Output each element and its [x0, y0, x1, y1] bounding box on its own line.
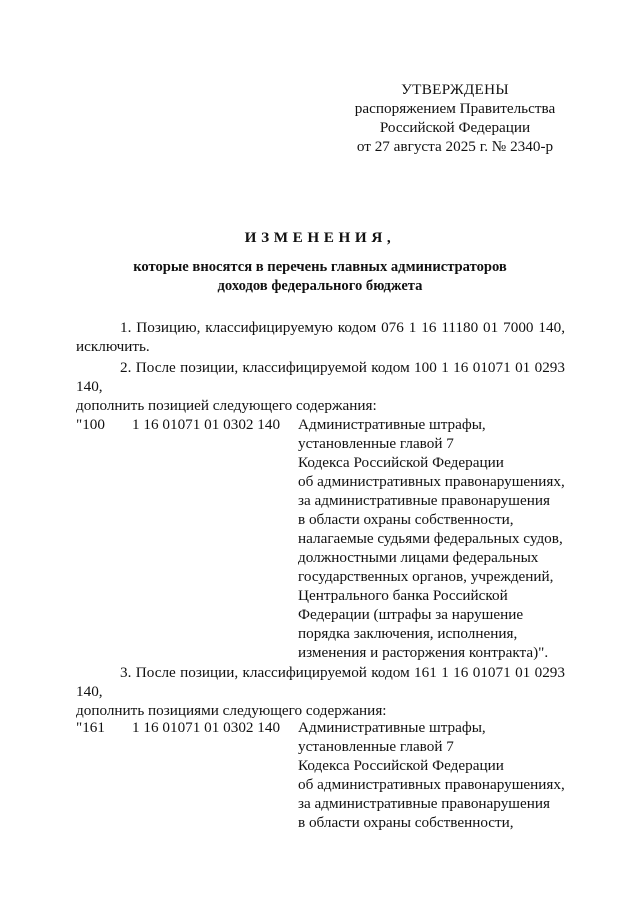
- description-line: в области охраны собственности,: [298, 814, 514, 831]
- entry-description: [298, 415, 588, 662]
- description-line: Административные штрафы,: [298, 416, 486, 433]
- description-line: Кодекса Российской Федерации: [298, 454, 504, 471]
- item-line: дополнить позициями следующего содержания:: [76, 702, 387, 719]
- title-main: ИЗМЕНЕНИЯ,: [244, 229, 396, 246]
- description-line: Федерации (штрафы за нарушение: [298, 606, 524, 623]
- title-subtitle-line: которые вносятся в перечень главных администраторов: [133, 259, 507, 275]
- approval-heading: УТВЕРЖДЕНЫ: [401, 81, 509, 98]
- description-line: об административных правонарушениях,: [298, 776, 565, 793]
- admin-code: "100: [76, 416, 105, 433]
- item-line: 2. После позиции, классифицируемой кодом 100 1 16 01071 01 0293 140,: [76, 359, 565, 395]
- title-subtitle-line: доходов федерального бюджета: [217, 278, 423, 294]
- item-line: 1. Позицию, классифицируемую кодом 076 1 16 11180 01 7000 140,: [120, 319, 565, 336]
- description-line: государственных органов, учреждений,: [298, 568, 554, 585]
- change-item-1: [76, 318, 565, 356]
- item-line: исключить.: [76, 338, 150, 355]
- kbk-code: 1 16 01071 01 0302 140: [132, 719, 281, 736]
- description-line: налагаемые судьями федеральных судов,: [298, 530, 563, 547]
- description-line: Центрального банка Российской: [298, 587, 508, 604]
- description-line: должностными лицами федеральных: [298, 549, 539, 566]
- entry-description: [298, 718, 588, 832]
- description-line: установленные главой 7: [298, 738, 454, 755]
- change-item-3: [76, 663, 565, 720]
- description-line: Кодекса Российской Федерации: [298, 757, 504, 774]
- document-title: [60, 228, 580, 296]
- description-line: установленные главой 7: [298, 435, 454, 452]
- description-line: порядка заключения, исполнения,: [298, 625, 518, 642]
- item-line: дополнить позицией следующего содержания:: [76, 397, 377, 414]
- admin-code: "161: [76, 719, 105, 736]
- approval-line: распоряжением Правительства: [354, 100, 556, 117]
- description-line: изменения и расторжения контракта)".: [298, 644, 549, 661]
- kbk-code: 1 16 01071 01 0302 140: [132, 416, 281, 433]
- description-line: об административных правонарушениях,: [298, 473, 565, 490]
- item-line: 3. После позиции, классифицируемой кодом 161 1 16 01071 01 0293 140,: [76, 664, 565, 700]
- approval-block: [345, 80, 565, 156]
- approval-line: от 27 августа 2025 г. № 2340-р: [356, 138, 554, 155]
- description-line: в области охраны собственности,: [298, 511, 514, 528]
- approval-line: Российской Федерации: [379, 119, 531, 136]
- description-line: за административные правонарушения: [298, 492, 550, 509]
- description-line: Административные штрафы,: [298, 719, 486, 736]
- change-item-2: [76, 358, 565, 415]
- description-line: за административные правонарушения: [298, 795, 550, 812]
